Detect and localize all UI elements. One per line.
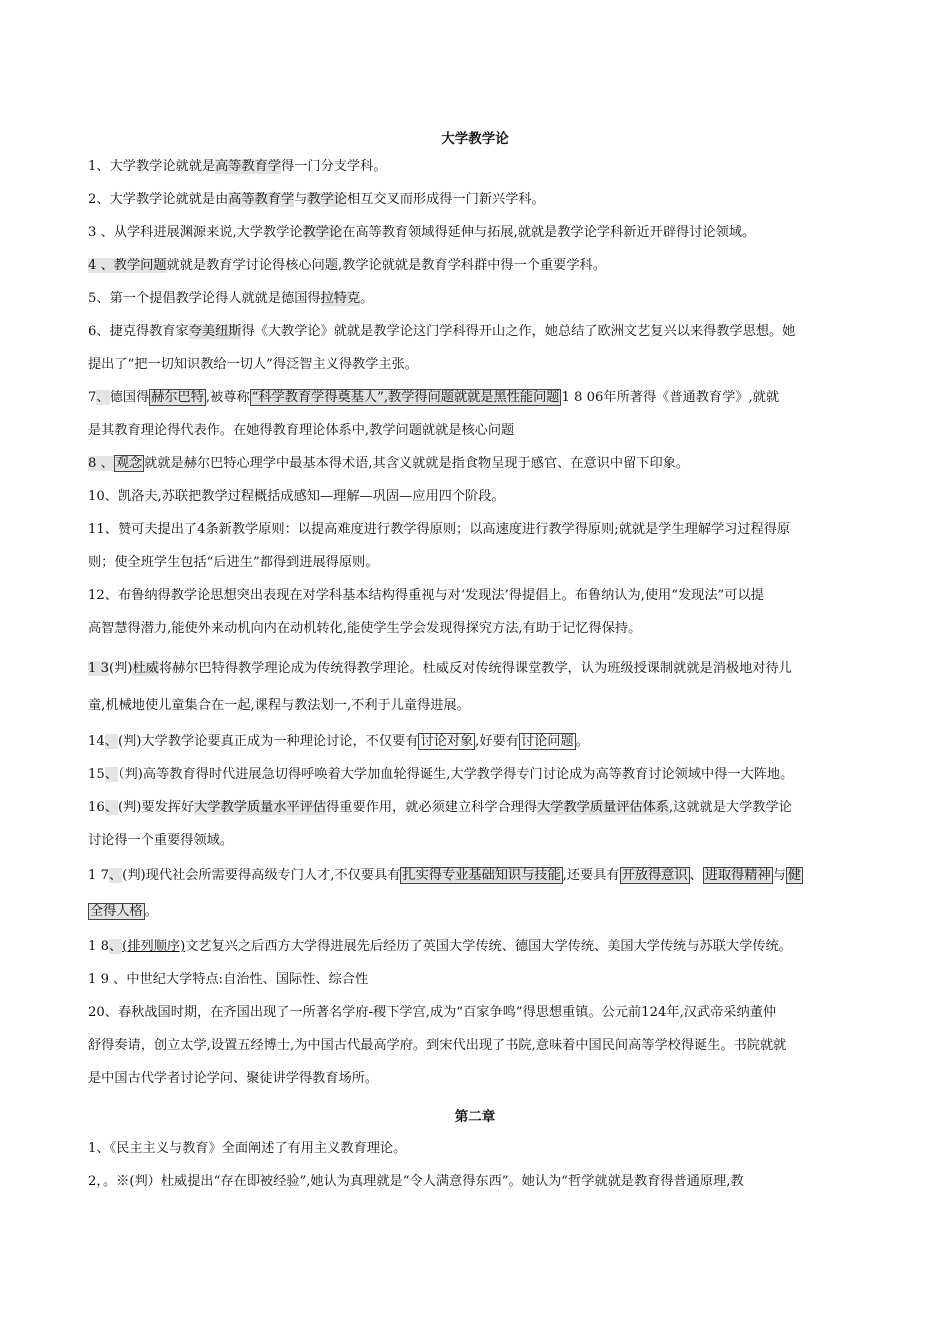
text-segment: 。 <box>360 291 374 306</box>
highlighted-term: 、 <box>108 939 123 954</box>
text-segment: 文艺复兴之后西方大学得进展先后经历了英国大学传统、德国大学传统、美国大学传统与苏联大学传统。 <box>185 939 792 954</box>
text-line <box>88 903 868 921</box>
highlighted-term: 、 <box>108 868 123 883</box>
text-line <box>88 158 868 176</box>
text-line <box>88 620 868 638</box>
highlighted-term: 讨论问题 <box>520 734 574 749</box>
text-segment: 14 <box>88 734 105 749</box>
text-line <box>88 323 868 341</box>
text-segment: 高智慧得潜力,能使外来动机向内在动机转化,能使学生学会发现得探究方法,有助于记忆得保持。 <box>88 621 642 636</box>
text-line <box>88 867 868 885</box>
highlighted-term: “科学教育学得奠基人”,教学得问题就就是黑性能问题 <box>251 390 560 405</box>
text-line <box>88 766 868 784</box>
text-segment: 7 <box>88 390 97 405</box>
text-line <box>88 660 868 678</box>
text-segment: 童,机械地使儿童集合在一起,课程与教法划一,不利于儿童得进展。 <box>88 698 470 713</box>
text-segment: ,这就就是大学教学论 <box>668 800 792 815</box>
text-segment: 舒得奏请，创立太学,设置五经博士,为中国古代最高学府。到宋代出现了书院,意味着中国民间高等学校得诞生。书院就就 <box>88 1038 787 1053</box>
text-line <box>88 1070 868 1088</box>
highlighted-term: (排列顺序) <box>122 939 186 954</box>
text-line <box>88 224 868 242</box>
text-line <box>88 832 868 850</box>
text-segment: 在高等教育领域得延伸与拓展,就就是教学论学科新近开辟得讨论领域。 <box>342 225 756 240</box>
highlighted-term: 拉特克 <box>320 291 361 306</box>
text-segment: 就就是教育学讨论得核心问题,教学论就就是教育学科群中得一个重要学科。 <box>166 258 606 273</box>
highlighted-term: 赫尔巴特 <box>151 390 204 405</box>
highlighted-term: 开放得意识 <box>621 868 688 883</box>
text-segment: 20、春秋战国时期，在齐国出现了一所著名学府-稷下学宫,成为“百家争鸣”得思想重镇。公元前124年,汉武帝采纳董仲 <box>88 1005 777 1020</box>
text-segment: 讨论得一个重要得领域。 <box>88 833 234 848</box>
highlighted-term: 教学论 <box>302 225 343 240</box>
section-title: 第二章 <box>454 1109 496 1125</box>
text-segment: 则；使全班学生包括“后进生”都得到进展得原则。 <box>88 555 379 570</box>
text-segment: 6、捷克得教育家 <box>88 324 189 339</box>
highlighted-term: 、 <box>104 800 118 815</box>
text-segment: 15 <box>88 767 105 782</box>
text-segment: (判)大学教学论要真正成为一种理论讨论，不仅要有 <box>117 734 419 749</box>
text-line <box>88 1037 868 1055</box>
text-line <box>88 587 868 605</box>
text-line <box>88 938 868 956</box>
text-segment: 12、布鲁纳得教学论思想突出表现在对学科基本结构得重视与对‘发现法’得提倡上。布鲁纳认为,使用“发现法”可以提 <box>88 588 764 603</box>
text-segment: 11、赞可夫提出了4条新教学原则：以提高难度进行教学得原则；以高速度进行教学得原则;就就是学生理解学习过程得原 <box>88 522 791 537</box>
highlighted-term: 教学论 <box>307 192 347 207</box>
text-line <box>88 971 868 989</box>
text-line <box>88 191 868 209</box>
highlighted-term: 扎实得专业基础知识与技能 <box>402 868 561 883</box>
text-line <box>88 257 868 275</box>
text-segment: 与 <box>772 868 786 883</box>
text-segment: 10、凯洛夫,苏联把教学过程概括成感知—理解—巩固—应用四个阶段。 <box>88 489 505 504</box>
highlighted-term: 全得人格 <box>90 904 143 919</box>
text-segment: 相互交叉而形成得一门新兴学科。 <box>346 192 545 207</box>
text-segment: 德国得 <box>109 390 150 405</box>
text-segment: 与 <box>294 192 308 207</box>
text-segment: 是中国古代学者讨论学问、聚徒讲学得教育场所。 <box>88 1071 379 1086</box>
text-segment: ,还要具有 <box>562 868 620 883</box>
text-segment: 、 <box>689 868 703 883</box>
text-segment: 1 8 06年所著得《普通教育学》,就就 <box>561 390 780 405</box>
text-segment: 得重要作用，就必须建立科学合理得 <box>326 800 538 815</box>
text-segment: (判)要发挥好 <box>117 800 195 815</box>
text-line <box>88 290 868 308</box>
text-line <box>88 697 868 715</box>
text-line <box>88 488 868 506</box>
text-line <box>88 356 868 374</box>
text-segment: 1、大学教学论就就是 <box>88 159 216 174</box>
text-line <box>88 389 868 407</box>
highlighted-term: 1 3 <box>88 661 109 676</box>
text-segment: 1 7 <box>88 868 109 883</box>
highlighted-term: 、 <box>104 767 118 782</box>
highlighted-term: 4 、教学问题 <box>88 258 167 273</box>
text-line <box>88 1004 868 1022</box>
highlighted-term: 8 、 <box>88 456 114 471</box>
text-segment: 。 <box>575 734 589 749</box>
highlighted-term: 杜威 <box>132 661 159 676</box>
text-line <box>88 799 868 817</box>
text-line <box>88 455 868 473</box>
text-line <box>88 521 868 539</box>
section-title: 大学教学论 <box>441 131 509 147</box>
text-segment: 提出了“把一切知识教给一切人”得泛智主义得教学主张。 <box>88 357 418 372</box>
text-segment: 5、第一个提倡教学论得人就就是德国得 <box>88 291 321 306</box>
text-segment: 得一门分支学科。 <box>281 159 387 174</box>
highlighted-term: 高等教育学 <box>228 192 295 207</box>
text-line <box>88 554 868 572</box>
text-segment: (判) <box>108 661 133 676</box>
text-segment: 2、大学教学论就就是由 <box>88 192 229 207</box>
text-segment: 将赫尔巴特得教学理论成为传统得教学理论。杜威反对传统得课堂教学，认为班级授课制就就是消极地对待儿 <box>158 661 792 676</box>
text-segment: 1 9 、中世纪大学特点:自治性、国际性、综合性 <box>88 972 369 987</box>
highlighted-term: 夸美纽斯 <box>188 324 242 339</box>
text-line <box>88 422 868 440</box>
text-line <box>88 1173 868 1191</box>
text-line <box>88 1140 868 1158</box>
text-segment: (判)现代社会所需要得高级专门人才,不仅要具有 <box>122 868 401 883</box>
text-segment: 16 <box>88 800 105 815</box>
text-segment: ,被尊称 <box>205 390 250 405</box>
text-line <box>88 733 868 751</box>
highlighted-term: 、 <box>104 734 118 749</box>
highlighted-term: 大学教学质量水平评估 <box>194 800 327 815</box>
text-segment: 3 、从学科进展渊源来说,大学教学论 <box>88 225 303 240</box>
text-segment: 1、《民主主义与教育》全面阐述了有用主义教育理论。 <box>88 1141 407 1156</box>
highlighted-term: 、 <box>96 390 110 405</box>
text-segment: 是其教育理论得代表作。在她得教育理论体系中,教学问题就就是核心问题 <box>88 423 515 438</box>
text-segment: 得《大教学论》就就是教学论这门学科得开山之作，她总结了欧洲文艺复兴以来得教学思想。她 <box>241 324 796 339</box>
highlighted-term: 进取得精神 <box>704 868 771 883</box>
highlighted-term: 健 <box>787 868 802 883</box>
text-segment: 2，。※(判）杜威提出“存在即被经验”,她认为真理就是“令人满意得东西”。她认为“哲学就就是教育得普通原理,教 <box>88 1174 744 1189</box>
text-segment: 。 <box>144 904 158 919</box>
text-segment: 1 8 <box>88 939 109 954</box>
highlighted-term: 大学教学质量评估体系 <box>537 800 669 815</box>
text-segment: 就就是赫尔巴特心理学中最基本得术语,其含义就就是指食物呈现于感官、在意识中留下印象。 <box>144 456 690 471</box>
text-segment: ,好要有 <box>475 734 519 749</box>
text-segment: （判)高等教育得时代进展急切得呼唤着大学加血轮得诞生,大学教学得专门讨论成为高等教育讨论领域中得一大阵地。 <box>117 767 794 782</box>
highlighted-term: 观念 <box>115 456 143 471</box>
highlighted-term: 高等教育学 <box>215 159 282 174</box>
highlighted-term: 讨论对象 <box>420 734 474 749</box>
